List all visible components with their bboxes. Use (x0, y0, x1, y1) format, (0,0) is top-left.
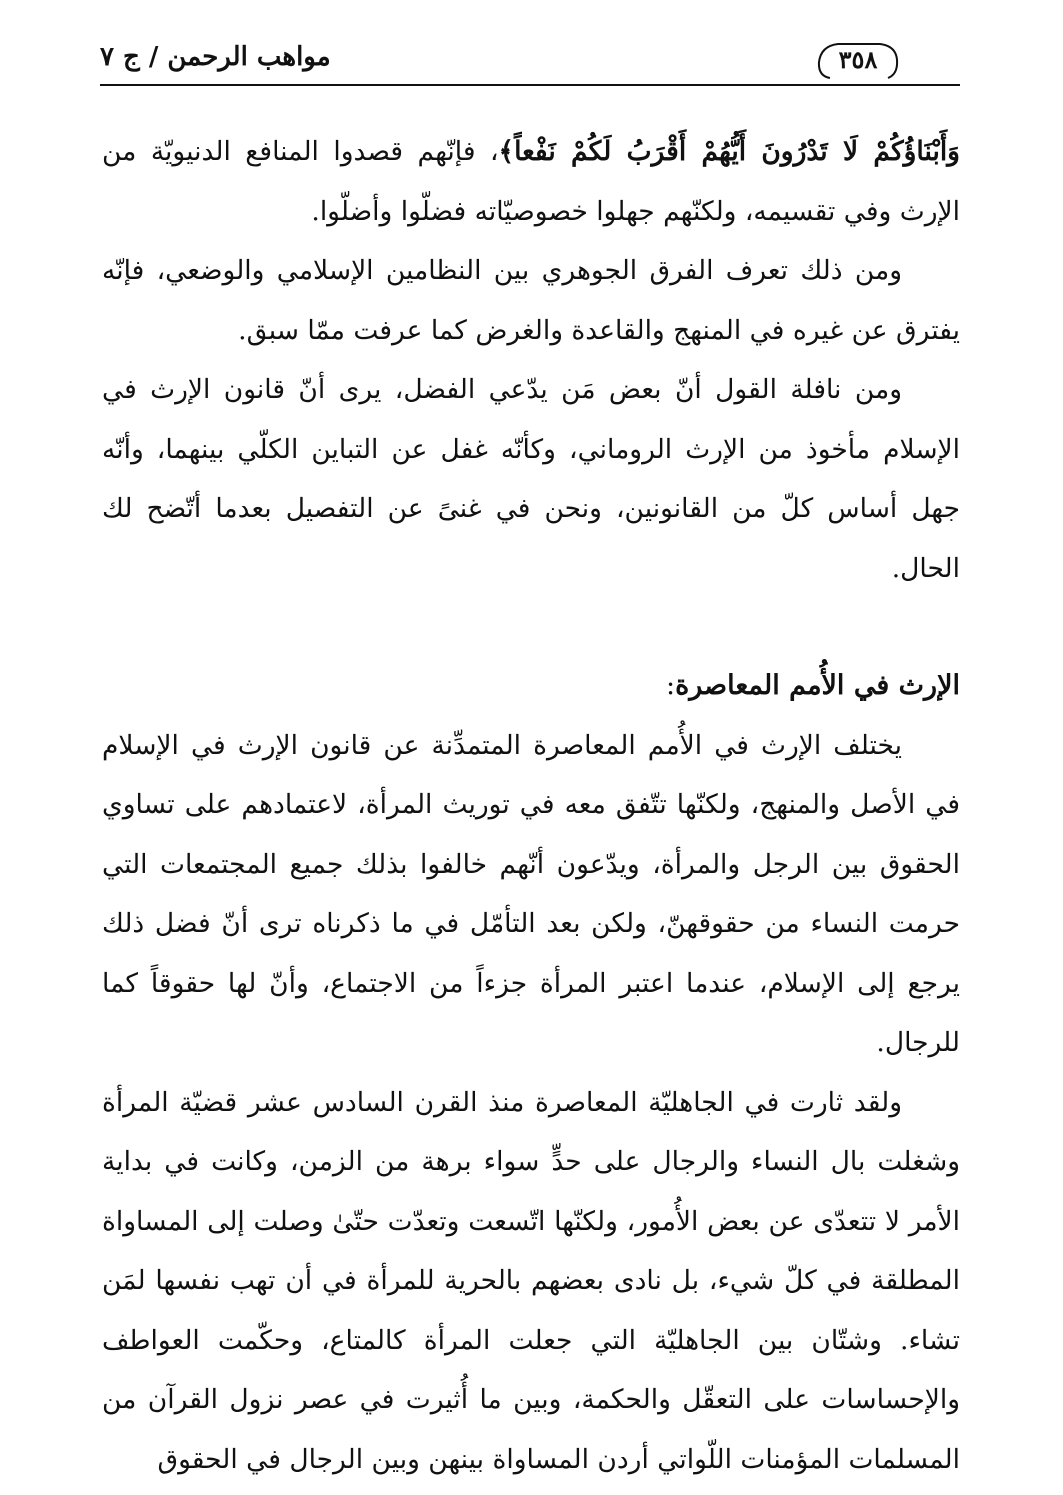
paragraph-text: ، فإنّهم قصدوا المنافع الدنيويّة من الإرث وفي تقسيمه، ولكنّهم جهلوا خصوصيّاته فضلّوا وأضلّوا. (102, 136, 960, 227)
running-title: مواهب الرحمن / ج ٧ (100, 42, 331, 72)
paragraph: ومن نافلة القول أنّ بعض مَن يدّعي الفضل، يرى أنّ قانون الإرث في الإسلام مأخوذ من الإرث الروماني، وكأنّه غفل عن التباين الكلّي بينهما، وأنّه جهل أساس كلّ من القانونين، ونحن في غنىً عن التفصيل بعدما أتّضح لك الحال. (102, 374, 960, 584)
paragraph: ولقد ثارت في الجاهليّة المعاصرة منذ القرن السادس عشر قضيّة المرأة وشغلت بال النساء والرجال على حدٍّ سواء برهة من الزمن، وكانت في بداية الأمر لا تتعدّى عن بعض الأُمور، ولكنّها اتّسعت وتعدّت حتّىٰ وصلت إلى المساواة المطلقة في كلّ شيء، بل نادى بعضهم بالحرية للمرأة في أن تهب نفسها لمَن تشاء. وشتّان بين الجاهليّة التي جعلت المرأة كالمتاع، وحكّمت العواطف والإحساسات على التعقّل والحكمة، وبين ما أُثيرت في عصر نزول القرآن من المسلمات المؤمنات اللّواتي أردن المساواة بينهن وبين الرجال في الحقوق (102, 1086, 960, 1475)
page-header (100, 38, 960, 90)
page-body (102, 122, 960, 1489)
section-heading (102, 656, 960, 716)
header-rule (100, 84, 960, 86)
section-heading-text: الإرث في الأُمم المعاصرة (675, 670, 960, 701)
page-number: ٣٥٨ (838, 45, 878, 74)
paragraph: يختلف الإرث في الأُمم المعاصرة المتمدِّنة عن قانون الإرث في الإسلام في الأصل والمنهج، ولكنّها تتّفق معه في توريث المرأة، لاعتمادهم على تساوي الحقوق بين الرجل والمرأة، ويدّعون أنّهم خالفوا بذلك جميع المجتمعات التي حرمت النساء من حقوقهنّ، ولكن بعد التأمّل في ما ذكرناه ترى أنّ فضل ذلك يرجع إلى الإسلام، عندما اعتبر المرأة جزءاً من الاجتماع، وأنّ لها حقوقاً كما للرجال. (102, 729, 960, 1058)
quran-verse: وَأَبْنَاؤُكُمْ لَا تَدْرُونَ أَيُّهُمْ أَقْرَبُ لَكُمْ نَفْعاً﴾ (498, 136, 960, 167)
page-number-badge (816, 40, 900, 80)
paragraph: ومن ذلك تعرف الفرق الجوهري بين النظامين الإسلامي والوضعي، فإنّه يفترق عن غيره في المنهج والقاعدة والغرض كما عرفت ممّا سبق. (102, 255, 960, 346)
paragraph (102, 122, 960, 241)
section-heading-colon: : (666, 670, 676, 701)
